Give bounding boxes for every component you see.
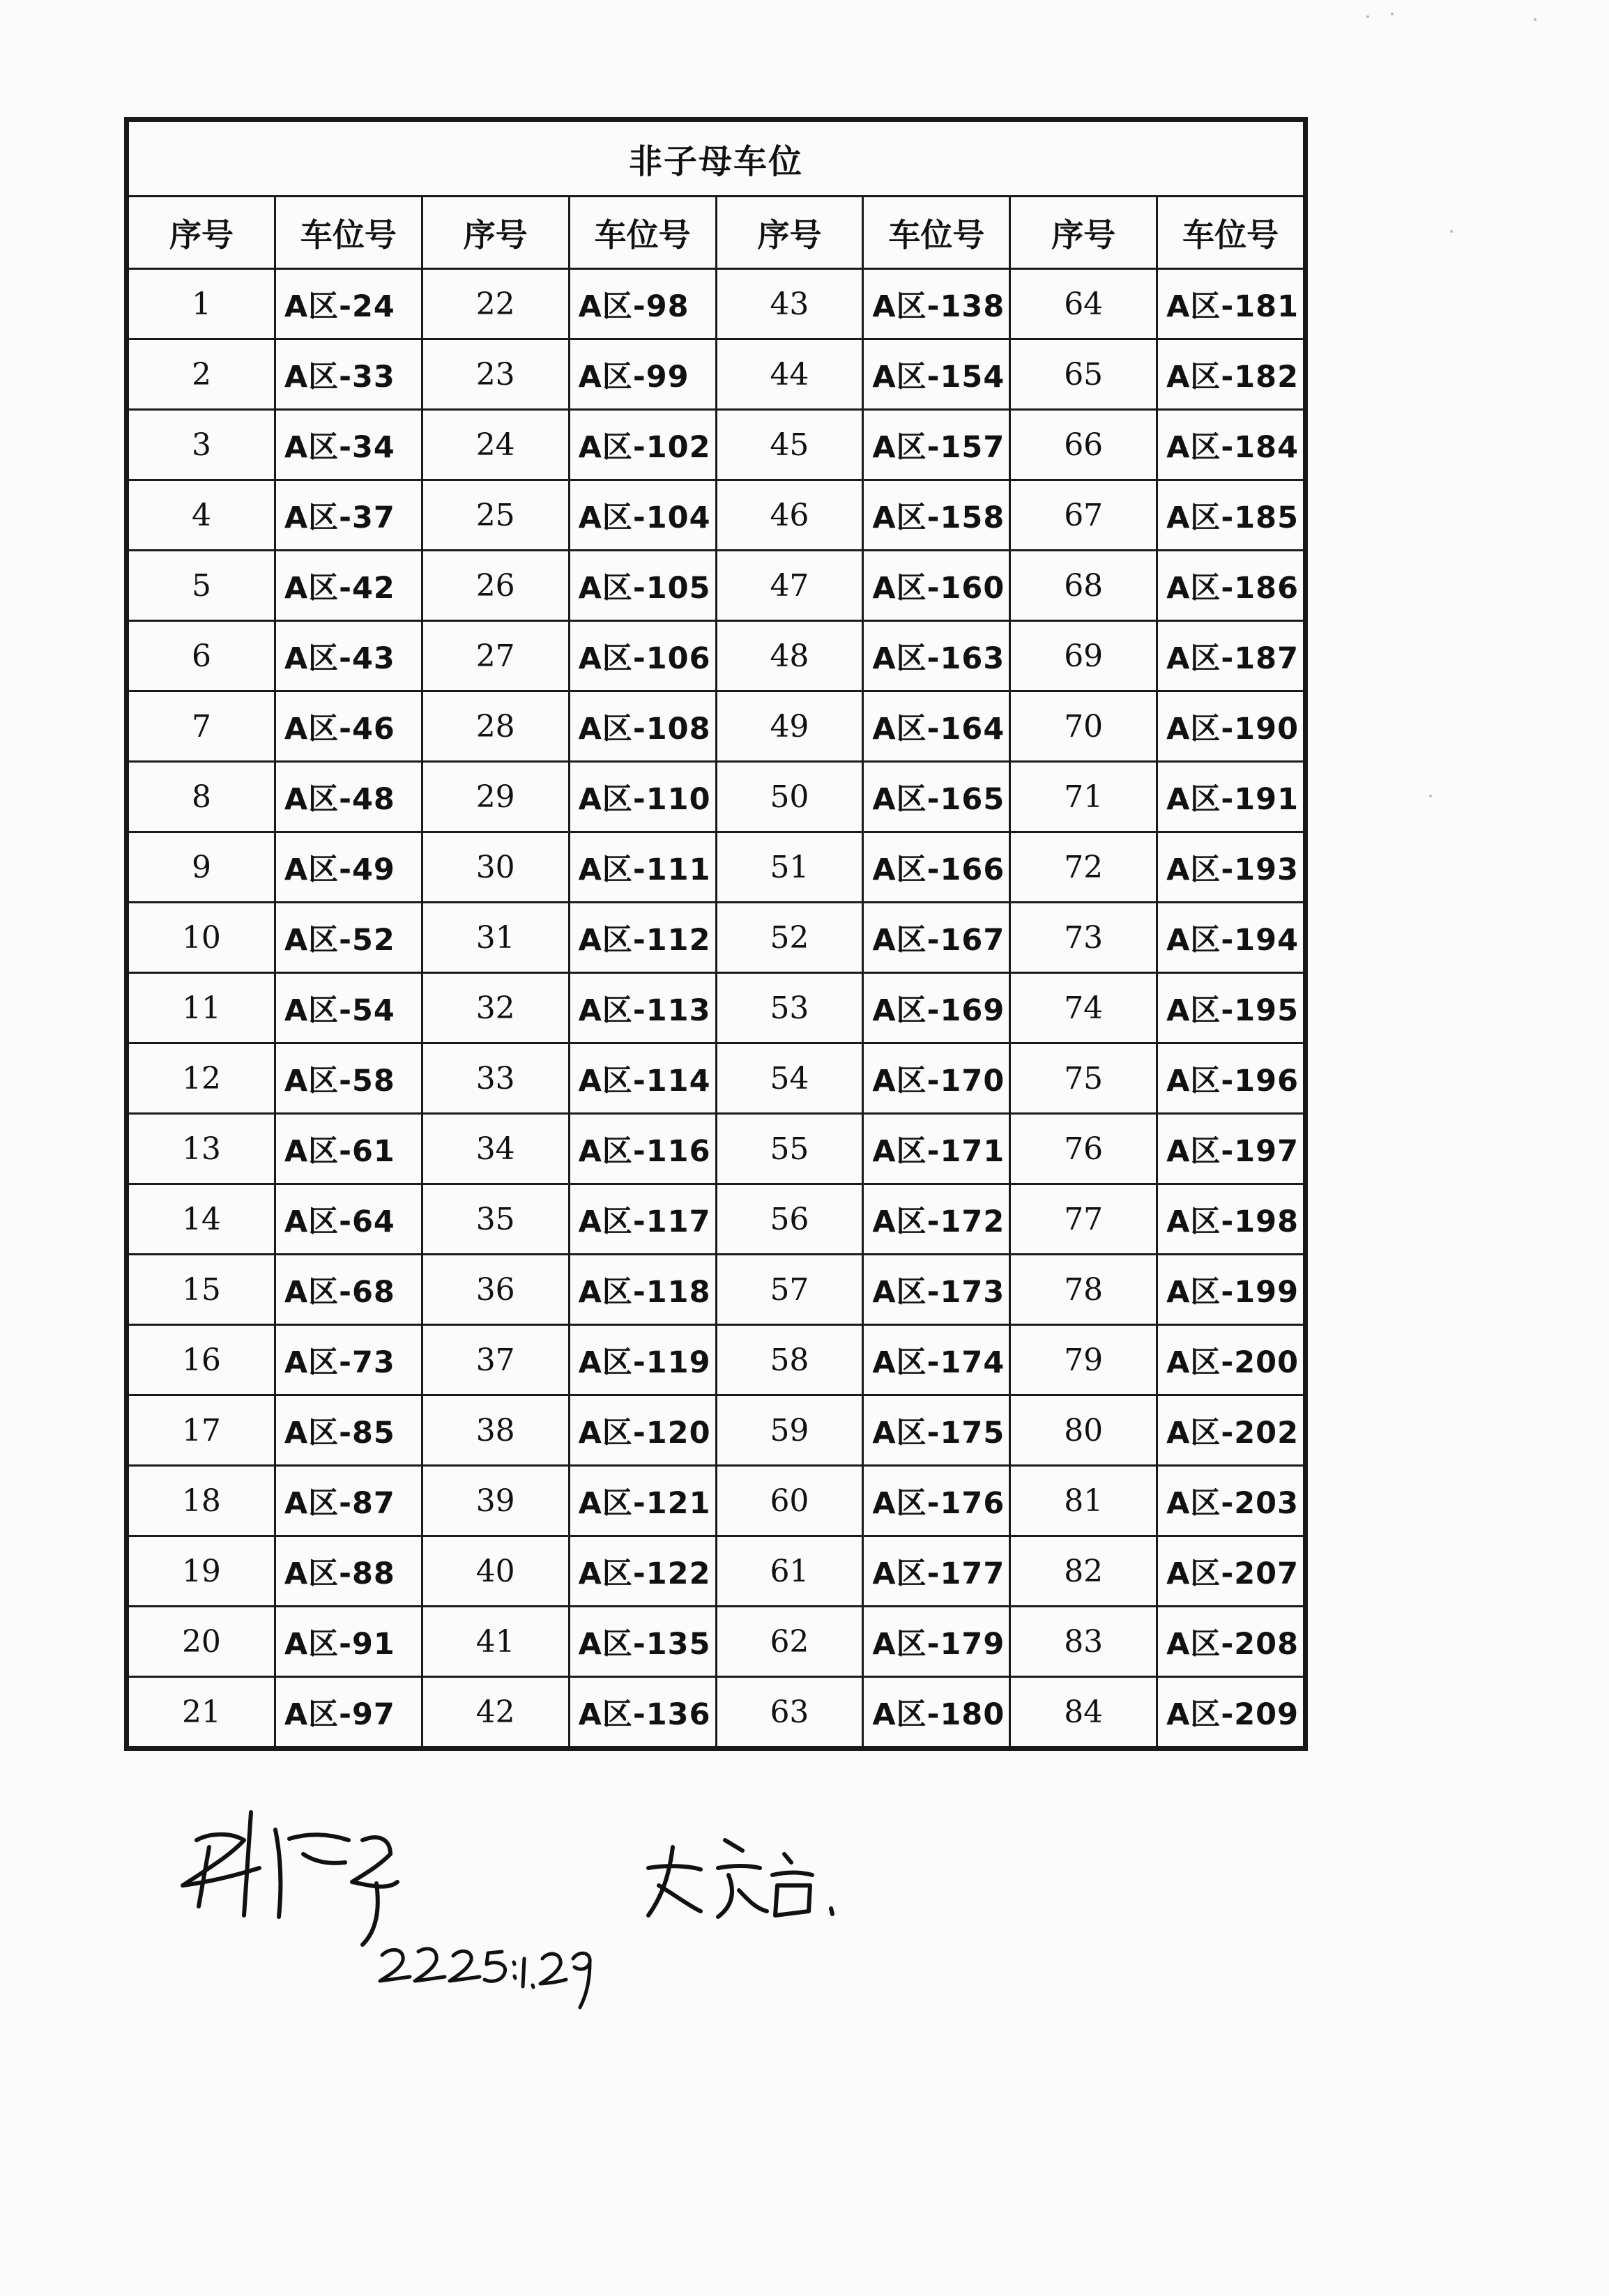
seq-cell: 67	[1010, 480, 1157, 551]
seq-cell: 53	[716, 973, 863, 1043]
parking-space-cell: A区-167	[863, 903, 1010, 973]
parking-space-cell: A区-176	[863, 1466, 1010, 1536]
seq-cell: 19	[128, 1536, 275, 1607]
table-row	[128, 1114, 1304, 1184]
seq-cell: 6	[128, 621, 275, 691]
parking-space-cell: A区-158	[863, 480, 1010, 551]
seq-cell: 69	[1010, 621, 1157, 691]
seq-cell: 16	[128, 1325, 275, 1395]
parking-space-cell: A区-194	[1157, 903, 1304, 973]
seq-cell: 77	[1010, 1184, 1157, 1255]
parking-space-cell: A区-160	[863, 551, 1010, 621]
parking-space-cell: A区-91	[275, 1607, 422, 1677]
seq-cell: 41	[422, 1607, 569, 1677]
seq-cell: 23	[422, 339, 569, 410]
seq-cell: 72	[1010, 832, 1157, 903]
seq-cell: 76	[1010, 1114, 1157, 1184]
table-row	[128, 1466, 1304, 1536]
header-seq-cell: 序号	[1010, 197, 1157, 269]
parking-space-cell: A区-37	[275, 480, 422, 551]
parking-space-cell: A区-52	[275, 903, 422, 973]
parking-space-cell: A区-193	[1157, 832, 1304, 903]
seq-cell: 12	[128, 1043, 275, 1114]
parking-space-cell: A区-120	[569, 1395, 716, 1466]
seq-cell: 3	[128, 410, 275, 480]
seq-cell: 10	[128, 903, 275, 973]
seq-cell: 81	[1010, 1466, 1157, 1536]
seq-cell: 5	[128, 551, 275, 621]
table-row	[128, 1043, 1304, 1114]
parking-space-cell: A区-111	[569, 832, 716, 903]
seq-cell: 45	[716, 410, 863, 480]
header-seq-cell: 序号	[128, 197, 275, 269]
seq-cell: 26	[422, 551, 569, 621]
seq-cell: 22	[422, 269, 569, 339]
parking-space-cell: A区-112	[569, 903, 716, 973]
parking-space-cell: A区-24	[275, 269, 422, 339]
seq-cell: 44	[716, 339, 863, 410]
parking-space-cell: A区-177	[863, 1536, 1010, 1607]
parking-space-cell: A区-163	[863, 621, 1010, 691]
parking-space-cell: A区-46	[275, 691, 422, 762]
parking-space-cell: A区-190	[1157, 691, 1304, 762]
header-space-cell: 车位号	[863, 197, 1010, 269]
seq-cell: 61	[716, 1536, 863, 1607]
table-row	[128, 691, 1304, 762]
parking-space-cell: A区-179	[863, 1607, 1010, 1677]
table-row	[128, 410, 1304, 480]
header-seq-cell: 序号	[716, 197, 863, 269]
parking-space-cell: A区-202	[1157, 1395, 1304, 1466]
seq-cell: 28	[422, 691, 569, 762]
seq-cell: 18	[128, 1466, 275, 1536]
parking-space-cell: A区-157	[863, 410, 1010, 480]
parking-space-cell: A区-34	[275, 410, 422, 480]
seq-cell: 25	[422, 480, 569, 551]
seq-cell: 49	[716, 691, 863, 762]
seq-cell: 84	[1010, 1677, 1157, 1747]
table-row	[128, 1255, 1304, 1325]
seq-cell: 37	[422, 1325, 569, 1395]
parking-space-cell: A区-64	[275, 1184, 422, 1255]
header-space-cell: 车位号	[569, 197, 716, 269]
parking-space-cell: A区-68	[275, 1255, 422, 1325]
table-row	[128, 903, 1304, 973]
parking-space-cell: A区-106	[569, 621, 716, 691]
seq-cell: 17	[128, 1395, 275, 1466]
table-row	[128, 1677, 1304, 1747]
parking-space-cell: A区-185	[1157, 480, 1304, 551]
signature-1	[183, 1812, 397, 1945]
parking-space-cell: A区-180	[863, 1677, 1010, 1747]
parking-space-cell: A区-191	[1157, 762, 1304, 832]
seq-cell: 56	[716, 1184, 863, 1255]
signature-date	[380, 1949, 590, 2007]
table-row	[128, 973, 1304, 1043]
parking-space-cell: A区-105	[569, 551, 716, 621]
seq-cell: 14	[128, 1184, 275, 1255]
seq-cell: 62	[716, 1607, 863, 1677]
seq-cell: 9	[128, 832, 275, 903]
seq-cell: 8	[128, 762, 275, 832]
parking-space-cell: A区-198	[1157, 1184, 1304, 1255]
header-space-cell: 车位号	[1157, 197, 1304, 269]
table-row	[128, 551, 1304, 621]
seq-cell: 24	[422, 410, 569, 480]
seq-cell: 51	[716, 832, 863, 903]
parking-space-cell: A区-209	[1157, 1677, 1304, 1747]
parking-space-cell: A区-97	[275, 1677, 422, 1747]
parking-space-cell: A区-196	[1157, 1043, 1304, 1114]
seq-cell: 47	[716, 551, 863, 621]
table-row	[128, 1536, 1304, 1607]
parking-space-cell: A区-184	[1157, 410, 1304, 480]
parking-space-cell: A区-113	[569, 973, 716, 1043]
seq-cell: 33	[422, 1043, 569, 1114]
parking-space-cell: A区-187	[1157, 621, 1304, 691]
table-title: 非子母车位	[128, 121, 1304, 197]
header-seq-cell: 序号	[422, 197, 569, 269]
parking-space-cell: A区-33	[275, 339, 422, 410]
seq-cell: 30	[422, 832, 569, 903]
parking-space-cell: A区-99	[569, 339, 716, 410]
seq-cell: 34	[422, 1114, 569, 1184]
seq-cell: 27	[422, 621, 569, 691]
seq-cell: 15	[128, 1255, 275, 1325]
seq-cell: 66	[1010, 410, 1157, 480]
parking-space-cell: A区-138	[863, 269, 1010, 339]
parking-space-cell: A区-166	[863, 832, 1010, 903]
signature-2	[648, 1840, 832, 1917]
table-row	[128, 1325, 1304, 1395]
parking-space-cell: A区-182	[1157, 339, 1304, 410]
parking-space-cell: A区-118	[569, 1255, 716, 1325]
parking-space-cell: A区-88	[275, 1536, 422, 1607]
seq-cell: 40	[422, 1536, 569, 1607]
parking-space-cell: A区-73	[275, 1325, 422, 1395]
seq-cell: 68	[1010, 551, 1157, 621]
seq-cell: 42	[422, 1677, 569, 1747]
parking-space-cell: A区-119	[569, 1325, 716, 1395]
parking-space-cell: A区-43	[275, 621, 422, 691]
seq-cell: 82	[1010, 1536, 1157, 1607]
parking-space-cell: A区-114	[569, 1043, 716, 1114]
parking-space-cell: A区-208	[1157, 1607, 1304, 1677]
parking-space-cell: A区-102	[569, 410, 716, 480]
parking-space-cell: A区-108	[569, 691, 716, 762]
parking-space-cell: A区-165	[863, 762, 1010, 832]
parking-space-cell: A区-154	[863, 339, 1010, 410]
parking-space-cell: A区-122	[569, 1536, 716, 1607]
parking-space-cell: A区-195	[1157, 973, 1304, 1043]
seq-cell: 54	[716, 1043, 863, 1114]
parking-space-cell: A区-203	[1157, 1466, 1304, 1536]
parking-space-cell: A区-98	[569, 269, 716, 339]
table-row	[128, 621, 1304, 691]
parking-space-cell: A区-48	[275, 762, 422, 832]
seq-cell: 29	[422, 762, 569, 832]
table-row	[128, 480, 1304, 551]
parking-space-cell: A区-164	[863, 691, 1010, 762]
parking-space-cell: A区-136	[569, 1677, 716, 1747]
table-body	[128, 269, 1304, 1747]
seq-cell: 78	[1010, 1255, 1157, 1325]
parking-space-cell: A区-197	[1157, 1114, 1304, 1184]
parking-space-cell: A区-85	[275, 1395, 422, 1466]
table-row	[128, 832, 1304, 903]
seq-cell: 59	[716, 1395, 863, 1466]
parking-space-cell: A区-181	[1157, 269, 1304, 339]
parking-space-cell: A区-104	[569, 480, 716, 551]
seq-cell: 4	[128, 480, 275, 551]
table-row	[128, 1184, 1304, 1255]
parking-space-cell: A区-58	[275, 1043, 422, 1114]
seq-cell: 2	[128, 339, 275, 410]
parking-space-cell: A区-174	[863, 1325, 1010, 1395]
parking-space-cell: A区-87	[275, 1466, 422, 1536]
parking-space-cell: A区-170	[863, 1043, 1010, 1114]
seq-cell: 70	[1010, 691, 1157, 762]
table-row	[128, 1607, 1304, 1677]
seq-cell: 1	[128, 269, 275, 339]
seq-cell: 75	[1010, 1043, 1157, 1114]
seq-cell: 57	[716, 1255, 863, 1325]
table-header-row	[128, 197, 1304, 269]
parking-space-cell: A区-186	[1157, 551, 1304, 621]
seq-cell: 63	[716, 1677, 863, 1747]
seq-cell: 50	[716, 762, 863, 832]
table-row	[128, 269, 1304, 339]
parking-space-cell: A区-175	[863, 1395, 1010, 1466]
seq-cell: 79	[1010, 1325, 1157, 1395]
seq-cell: 46	[716, 480, 863, 551]
parking-space-cell: A区-173	[863, 1255, 1010, 1325]
parking-space-cell: A区-54	[275, 973, 422, 1043]
table-row	[128, 762, 1304, 832]
seq-cell: 74	[1010, 973, 1157, 1043]
parking-space-cell: A区-121	[569, 1466, 716, 1536]
seq-cell: 43	[716, 269, 863, 339]
seq-cell: 65	[1010, 339, 1157, 410]
seq-cell: 55	[716, 1114, 863, 1184]
seq-cell: 38	[422, 1395, 569, 1466]
table-row	[128, 1395, 1304, 1466]
table-row	[128, 339, 1304, 410]
parking-space-cell: A区-169	[863, 973, 1010, 1043]
parking-space-table	[127, 120, 1305, 1748]
seq-cell: 39	[422, 1466, 569, 1536]
seq-cell: 35	[422, 1184, 569, 1255]
parking-space-cell: A区-61	[275, 1114, 422, 1184]
seq-cell: 48	[716, 621, 863, 691]
seq-cell: 13	[128, 1114, 275, 1184]
parking-space-cell: A区-200	[1157, 1325, 1304, 1395]
parking-space-cell: A区-199	[1157, 1255, 1304, 1325]
seq-cell: 80	[1010, 1395, 1157, 1466]
parking-space-cell: A区-110	[569, 762, 716, 832]
parking-space-cell: A区-171	[863, 1114, 1010, 1184]
parking-space-cell: A区-49	[275, 832, 422, 903]
seq-cell: 52	[716, 903, 863, 973]
seq-cell: 20	[128, 1607, 275, 1677]
parking-space-cell: A区-172	[863, 1184, 1010, 1255]
parking-space-cell: A区-117	[569, 1184, 716, 1255]
seq-cell: 7	[128, 691, 275, 762]
seq-cell: 21	[128, 1677, 275, 1747]
seq-cell: 60	[716, 1466, 863, 1536]
seq-cell: 73	[1010, 903, 1157, 973]
parking-space-table-container	[124, 117, 1308, 1751]
seq-cell: 64	[1010, 269, 1157, 339]
header-space-cell: 车位号	[275, 197, 422, 269]
seq-cell: 31	[422, 903, 569, 973]
parking-space-cell: A区-207	[1157, 1536, 1304, 1607]
parking-space-cell: A区-42	[275, 551, 422, 621]
parking-space-cell: A区-116	[569, 1114, 716, 1184]
seq-cell: 83	[1010, 1607, 1157, 1677]
seq-cell: 58	[716, 1325, 863, 1395]
seq-cell: 36	[422, 1255, 569, 1325]
seq-cell: 32	[422, 973, 569, 1043]
parking-space-cell: A区-135	[569, 1607, 716, 1677]
seq-cell: 71	[1010, 762, 1157, 832]
seq-cell: 11	[128, 973, 275, 1043]
